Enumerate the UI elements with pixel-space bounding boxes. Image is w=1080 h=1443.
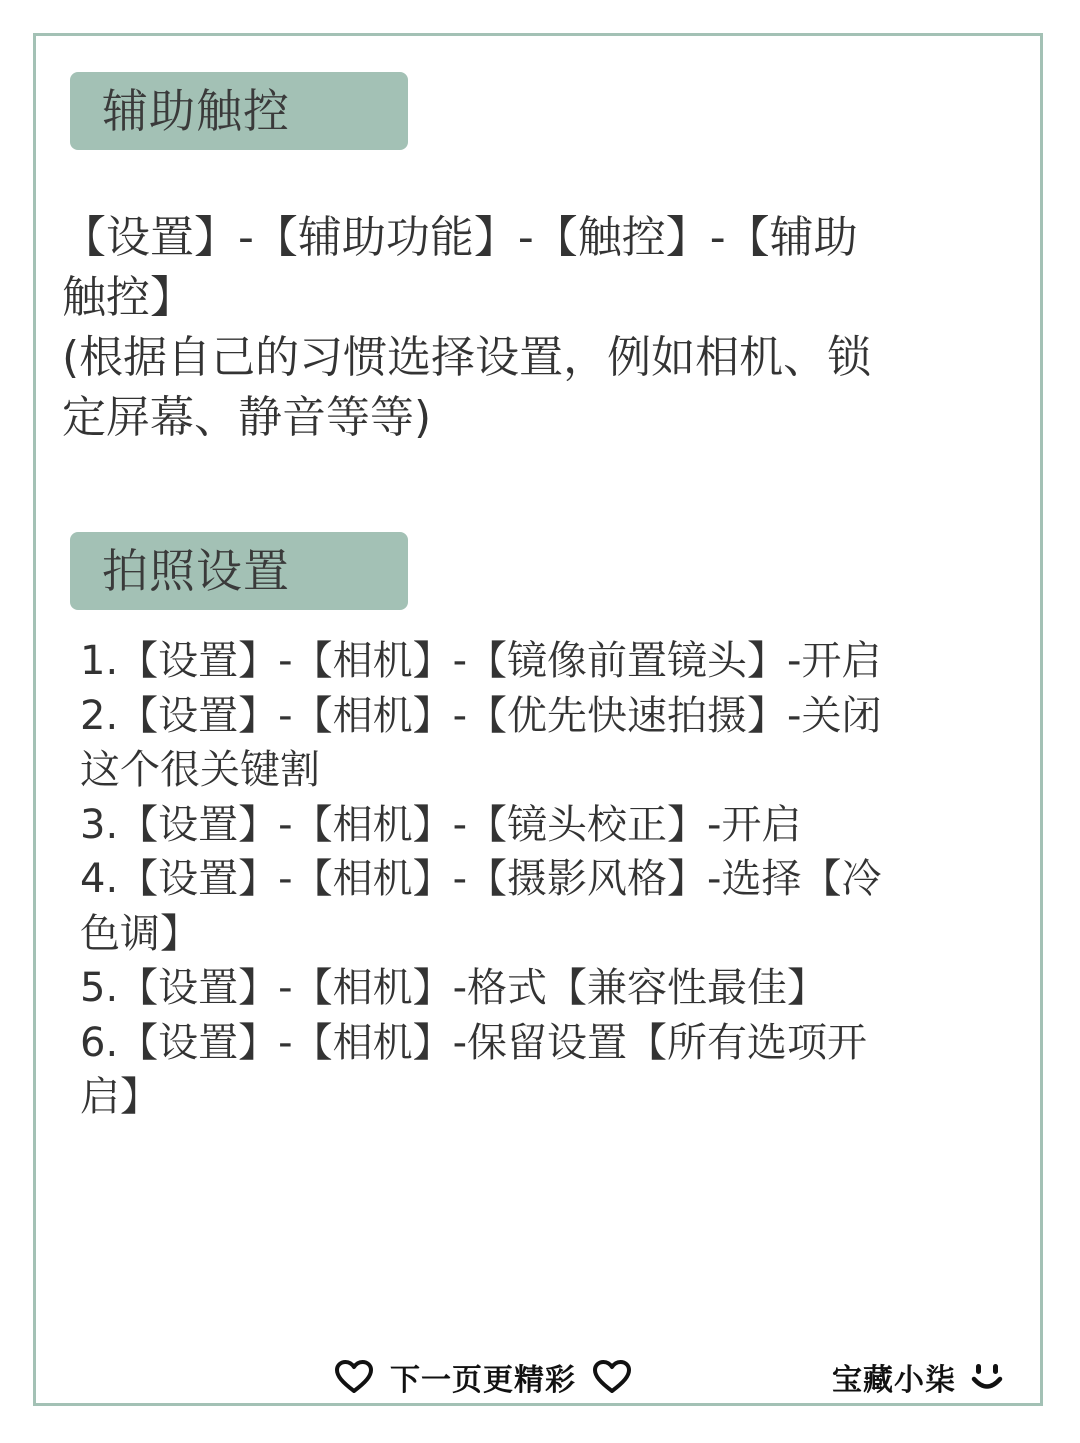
instruction-line: 定屏幕、静音等等): [62, 392, 432, 443]
step-line: 2.【设置】-【相机】-【优先快速拍摄】-关闭: [80, 692, 882, 739]
step-line: 6.【设置】-【相机】-保留设置【所有选项开: [80, 1019, 868, 1066]
step-line: 4.【设置】-【相机】-【摄影风格】-选择【冷: [80, 856, 882, 902]
section-heading-camera-settings: 拍照设置: [70, 532, 408, 610]
step-line: 5.【设置】-【相机】-格式【兼容性最佳】: [80, 965, 828, 1011]
instruction-line: 触控】: [62, 272, 194, 323]
step-line: 1.【设置】-【相机】-【镜像前置镜头】-开启: [80, 638, 882, 684]
instruction-line: 【设置】-【辅助功能】-【触控】-【辅助: [62, 212, 858, 263]
brand-name: 宝藏小柒: [832, 1363, 956, 1398]
step-line: 启】: [80, 1074, 160, 1120]
smile-icon: [970, 1360, 1004, 1394]
step-line: 3.【设置】-【相机】-【镜头校正】-开启: [80, 801, 802, 848]
section-heading-assistive-touch: 辅助触控: [70, 72, 408, 150]
next-page-hint: [334, 1352, 632, 1402]
step-line: 这个很关键割: [80, 747, 320, 793]
step-line: 色调】: [80, 910, 200, 957]
instruction-line: (根据自己的习惯选择设置，例如相机、锁: [62, 332, 872, 383]
camera-settings-steps: [80, 634, 1040, 1125]
assistive-touch-instructions: [62, 208, 1022, 448]
heart-outline-icon: [334, 1359, 374, 1395]
brand-signature: [832, 1352, 1004, 1402]
heart-outline-icon: [592, 1359, 632, 1395]
next-page-text: 下一页更精彩: [390, 1363, 576, 1398]
